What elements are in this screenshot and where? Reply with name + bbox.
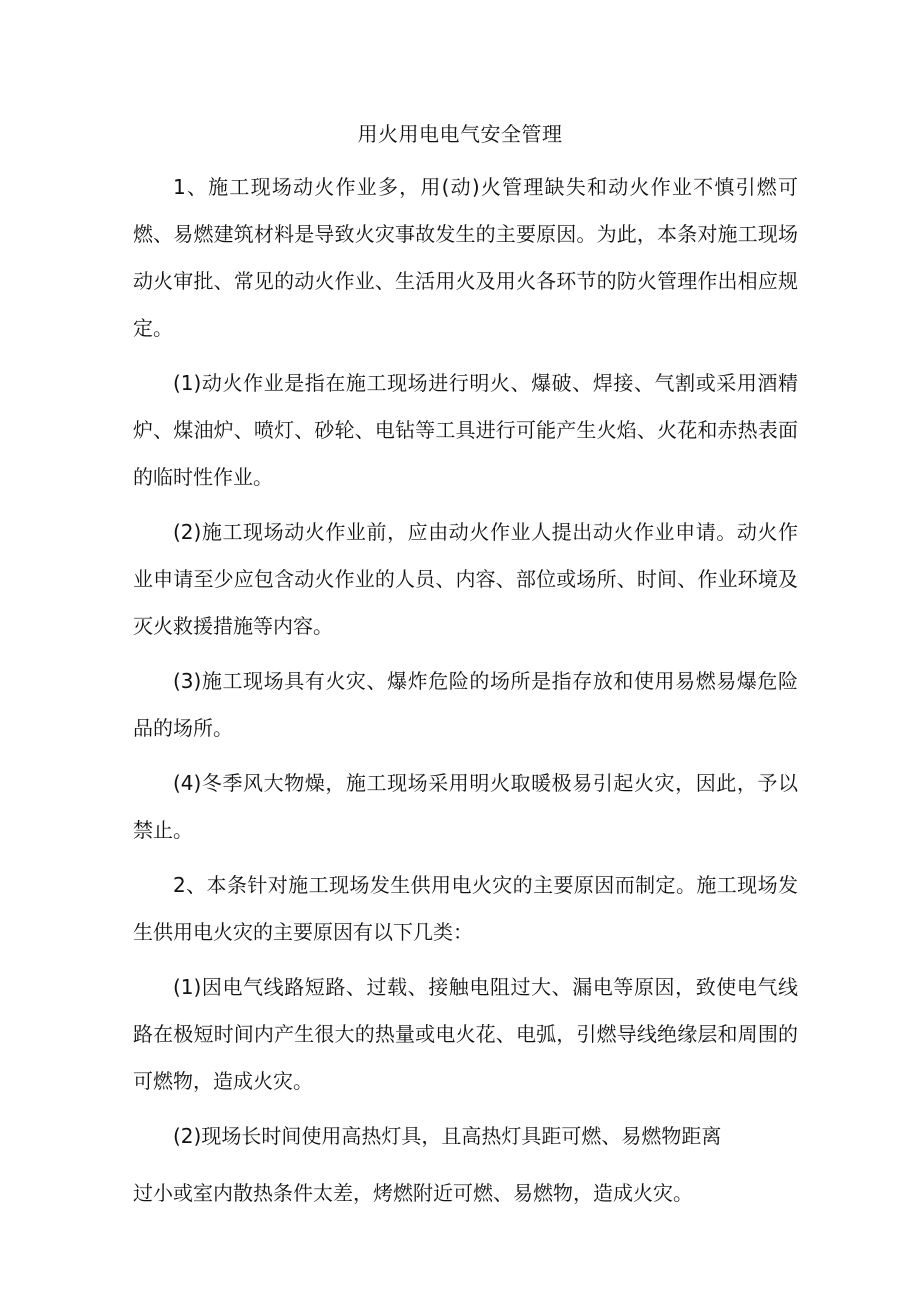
paragraph-3: (2)施工现场动火作业前，应由动火作业人提出动火作业申请。动火作业申请至少应包含动火作业的人员、内容、部位或场所、时间、作业环境及灭火救援措施等内容。 [133,520,798,638]
document-title: 用火用电电气安全管理 [357,122,563,146]
paragraph-9: 过小或室内散热条件太差，烤燃附近可燃、易燃物，造成火灾。 [133,1181,693,1205]
paragraph-6: 2、本条针对施工现场发生供用电火灾的主要原因而制定。施工现场发生供用电火灾的主要原因有以下几类： [133,873,798,944]
paragraph-1: 1、施工现场动火作业多，用(动)火管理缺失和动火作业不慎引燃可燃、易燃建筑材料是导致火灾事故发生的主要原因。为此，本条对施工现场动火审批、常见的动火作业、生活用火及用火各环节的防火管理作出相应规定。 [133,175,798,340]
paragraph-7: (1)因电气线路短路、过载、接触电阻过大、漏电等原因，致使电气线路在极短时间内产生很大的热量或电火花、电弧，引燃导线绝缘层和周围的可燃物，造成火灾。 [133,975,798,1093]
paragraph-8: (2)现场长时间使用高热灯具，且高热灯具距可燃、易燃物距离 [173,1124,722,1148]
document-body [133,164,798,1225]
paragraph-2: (1)动火作业是指在施工现场进行明火、爆破、焊接、气割或采用酒精炉、煤油炉、喷灯、砂轮、电钻等工具进行可能产生火焰、火花和赤热表面的临时性作业。 [133,371,798,489]
paragraph-5: (4)冬季风大物燥，施工现场采用明火取暖极易引起火灾，因此，予以禁止。 [133,771,798,842]
paragraph-4: (3)施工现场具有火灾、爆炸危险的场所是指存放和使用易燃易爆危险品的场所。 [133,669,798,740]
